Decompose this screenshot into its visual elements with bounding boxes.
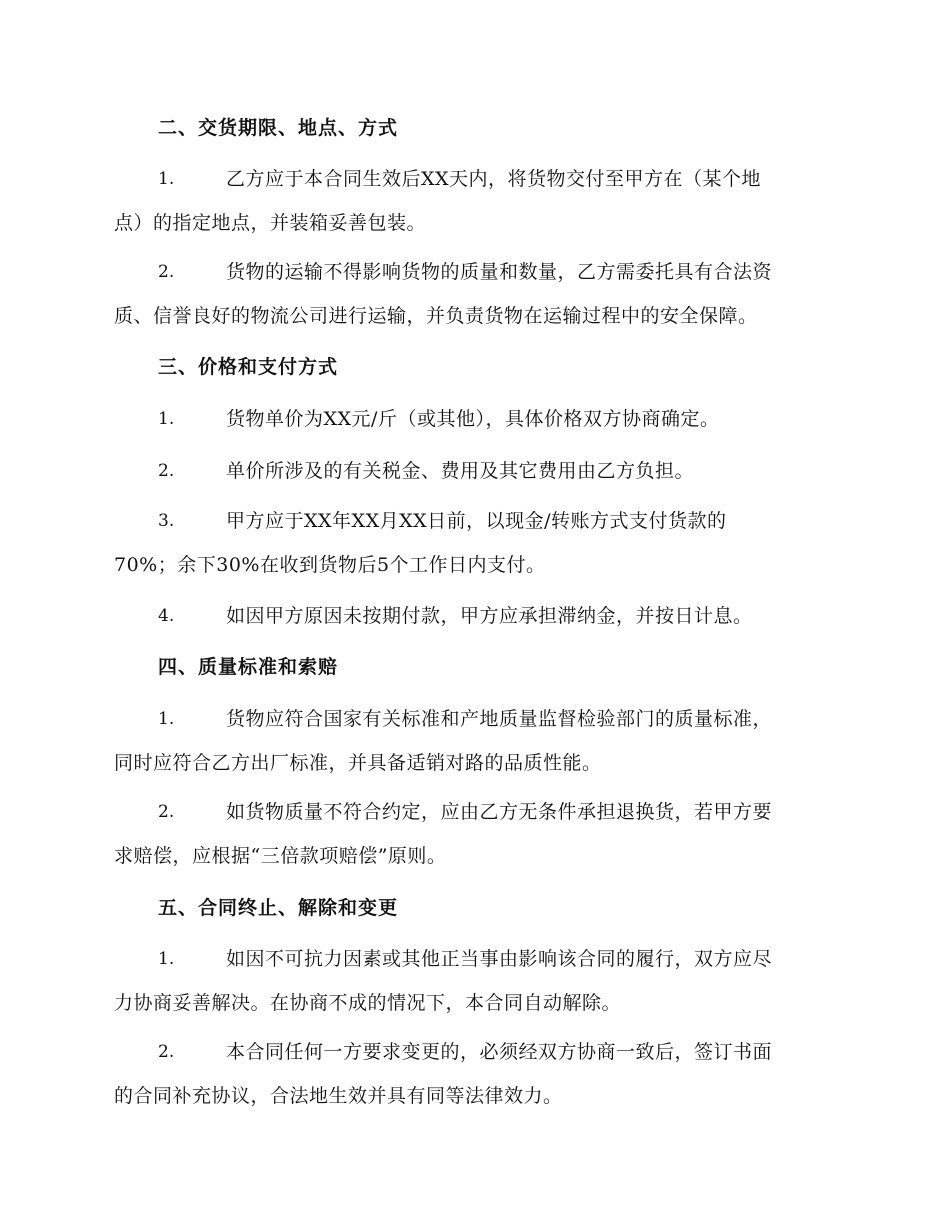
section-heading: 五、合同终止、解除和变更 [158,897,399,919]
clause-number: 2. [158,802,175,822]
clause-number: 1. [158,949,175,969]
clause-text: 货物单价为XX元/斤（或其他），具体价格双方协商确定。 [226,408,720,430]
clause-text: 质、信誉良好的物流公司进行运输，并负责货物在运输过程中的安全保障。 [114,305,758,327]
clause [114,790,834,878]
clause-text: 如因甲方原因未按期付款，甲方应承担滞纳金，并按日计息。 [226,605,753,627]
section-heading: 三、价格和支付方式 [158,356,339,378]
clause-number: 1. [158,409,175,429]
clause-number: 2. [158,461,175,481]
clause-text: 货物应符合国家有关标准和产地质量监督检验部门的质量标准， [226,708,773,730]
clause-text: 甲方应于XX年XX月XX日前，以现金/转账方式支付货款的 [226,510,727,532]
clause-number: 3. [158,511,175,531]
clause-number: 1. [158,169,175,189]
clause-text: 求赔偿，应根据“三倍款项赔偿”原则。 [114,845,447,867]
clause [114,157,834,245]
clause-text: 如货物质量不符合约定，应由乙方无条件承担退换货，若甲方要 [226,801,773,823]
clause-text: 单价所涉及的有关税金、费用及其它费用由乙方负担。 [226,460,695,482]
clause [114,250,834,338]
clause-text: 本合同任何一方要求变更的，必须经双方协商一致后，签订书面 [226,1041,773,1063]
clause-number: 4. [158,606,175,626]
section-heading: 二、交货期限、地点、方式 [158,117,399,139]
clause-text: 乙方应于本合同生效后XX天内，将货物交付至甲方在（某个地 [226,168,762,190]
clause-number: 1. [158,709,175,729]
clause [114,937,834,1025]
clause-text: 货物的运输不得影响货物的质量和数量，乙方需委托具有合法资 [226,261,773,283]
clause-number: 2. [158,262,175,282]
clause [114,499,834,587]
clause-number: 2. [158,1042,175,1062]
clause-text: 同时应符合乙方出厂标准，并具备适销对路的品质性能。 [114,752,602,774]
clause-text: 70%；余下30%在收到货物后5个工作日内支付。 [114,554,546,576]
clause-text: 力协商妥善解决。在协商不成的情况下，本合同自动解除。 [114,992,622,1014]
clause [114,449,834,493]
clause-text: 的合同补充协议，合法地生效并具有同等法律效力。 [114,1085,563,1107]
clause-text: 点）的指定地点，并装箱妥善包装。 [114,212,427,234]
clause-text: 如因不可抗力因素或其他正当事由影响该合同的履行，双方应尽 [226,948,773,970]
section-heading: 四、质量标准和索赔 [158,656,339,678]
clause [114,1030,834,1118]
clause [114,697,834,785]
clause [114,594,834,638]
clause [114,397,834,441]
